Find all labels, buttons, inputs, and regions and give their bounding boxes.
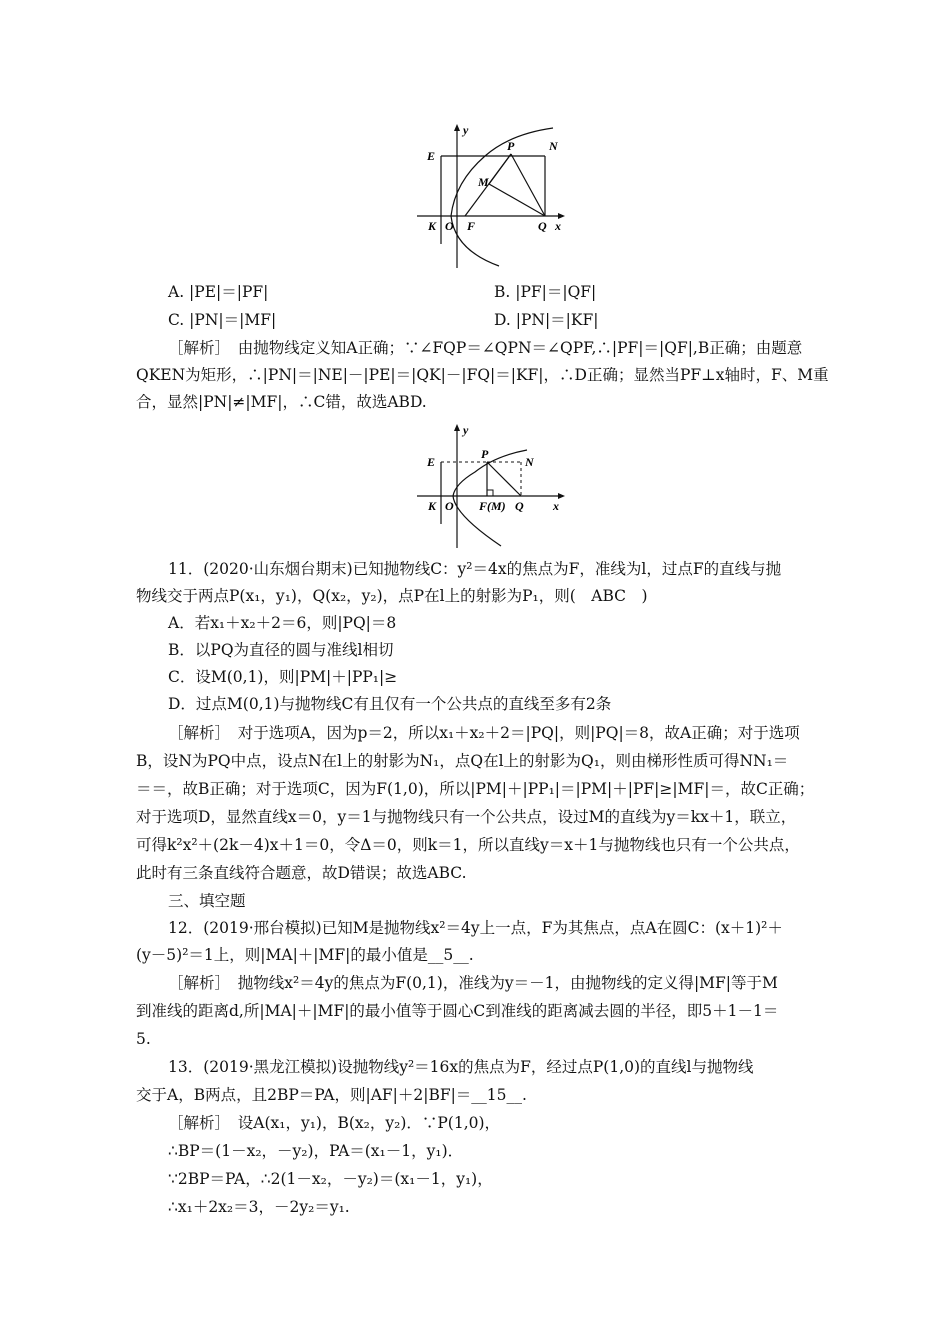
q11-analysis-line: ＝＝，故B正确；对于选项C，因为F(1,0)，所以|PM|＋|PP₁|＝|PM|＋|PF|≥|MF|＝，故C正确； xyxy=(136,780,815,798)
q11-option: C．设M(0,1)，则|PM|＋|PP₁|≥ xyxy=(168,668,398,686)
label-E: E xyxy=(427,455,436,469)
section-heading: 三、填空题 xyxy=(168,892,246,910)
q11-analysis-line: 可得k²x²＋(2k－4)x＋1＝0，令Δ＝0，则k＝1，所以直线y＝x＋1与抛物线也只有一个公共点， xyxy=(136,836,800,854)
line-PM xyxy=(489,154,511,184)
label-FM: F(M) xyxy=(479,499,506,513)
label-x: x xyxy=(553,499,559,513)
label-y: y xyxy=(463,423,469,437)
q11-stem-line: 物线交于两点P(x₁，y₁)，Q(x₂，y₂)，点P在l上的射影为P₁，则( ABC ) xyxy=(136,587,648,605)
label-y: y xyxy=(463,123,469,137)
q13-analysis-line: ［解析］ 设A(x₁，y₁)，B(x₂，y₂)．∵P(1,0)， xyxy=(168,1114,501,1132)
q11-option: B．以PQ为直径的圆与准线l相切 xyxy=(168,641,394,659)
right-angle-mark xyxy=(487,490,493,496)
q11-analysis-line: ［解析］ 对于选项A，因为p＝2，所以x₁＋x₂＋2＝|PQ|，则|PQ|＝8，故A正确；对于选项 xyxy=(168,724,800,742)
label-P: P xyxy=(507,139,515,153)
q11-option: D．过点M(0,1)与抛物线C有且仅有一个公共点的直线至多有2条 xyxy=(168,695,612,713)
label-O: O xyxy=(445,499,454,513)
option-c: C. |PN|＝|MF| xyxy=(168,311,277,329)
y-axis-arrow xyxy=(454,424,460,431)
q13-stem-line: 13．(2019·黑龙江模拟)设抛物线y²＝16x的焦点为F，经过点P(1,0)的直线l与抛物线 xyxy=(168,1058,754,1076)
x-axis-arrow xyxy=(558,493,565,499)
label-Q: Q xyxy=(538,219,547,233)
q11-analysis-line: 对于选项D，显然直线x＝0，y＝1与抛物线只有一个公共点，设过M的直线为y＝kx＋1，联立， xyxy=(136,808,797,826)
q11-stem-line: 11．(2020·山东烟台期末)已知抛物线C：y²＝4x的焦点为F，准线为l，过点F的直线与抛 xyxy=(168,560,782,578)
line-PQ xyxy=(487,462,521,496)
label-P: P xyxy=(481,447,489,461)
label-K: K xyxy=(428,499,437,513)
option-d: D. |PN|＝|KF| xyxy=(494,311,599,329)
q11-analysis-line: 此时有三条直线符合题意，故D错误；故选ABC. xyxy=(136,864,467,882)
label-E: E xyxy=(427,149,436,163)
q13-analysis-line: ∴x₁＋2x₂＝3，－2y₂＝y₁. xyxy=(168,1198,350,1216)
q12-analysis-line: 5. xyxy=(136,1030,151,1048)
label-N: N xyxy=(525,455,534,469)
parabola xyxy=(451,128,553,266)
figure-parabola-rectangle xyxy=(415,120,575,270)
label-M: M xyxy=(478,175,489,189)
q12-stem-line: (y－5)²＝1上，则|MA|＋|MF|的最小值是__5__. xyxy=(136,946,474,964)
q13-stem-line: 交于A，B两点，且2BP＝PA，则|AF|＋2|BF|＝__15__. xyxy=(136,1086,527,1104)
label-x: x xyxy=(555,219,561,233)
label-K: K xyxy=(428,219,437,233)
label-F: F xyxy=(467,219,476,233)
q12-analysis-line: 到准线的距离d,所|MA|＋|MF|的最小值等于圆心C到准线的距离减去圆的半径，即5＋1－1＝ xyxy=(136,1002,779,1020)
q13-analysis-line: ∴BP＝(1－x₂，－y₂)，PA＝(x₁－1，y₁)． xyxy=(168,1142,464,1160)
q10-analysis-line: QKEN为矩形，∴|PN|＝|NE|－|PE|＝|QK|－|FQ|＝|KF|，∴D正确；显然当PF⊥x轴时，F、M重 xyxy=(136,366,829,384)
q11-analysis-line: B，设N为PQ中点，设点N在l上的射影为N₁，点Q在l上的射影为Q₁，则由梯形性质可得NN₁＝ xyxy=(136,752,789,770)
label-Q: Q xyxy=(515,499,524,513)
q11-option: A．若x₁＋x₂＋2＝6，则|PQ|＝8 xyxy=(168,614,397,632)
label-N: N xyxy=(549,139,558,153)
q13-analysis-line: ∵2BP＝PA，∴2(1－x₂，－y₂)＝(x₁－1，y₁)， xyxy=(168,1170,493,1188)
q10-analysis-line: 合，显然|PN|≠|MF|，∴C错，故选ABD. xyxy=(136,393,427,411)
option-b: B. |PF|＝|QF| xyxy=(494,283,597,301)
y-axis-arrow xyxy=(454,124,460,131)
q10-analysis-line: ［解析］ 由抛物线定义知A正确；∵∠FQP＝∠QPN＝∠QPF,∴|PF|＝|QF|,B正确；由题意 xyxy=(168,339,803,357)
label-O: O xyxy=(445,219,454,233)
q12-stem-line: 12．(2019·邢台模拟)已知M是抛物线x²＝4y上一点，F为其焦点，点A在圆C：(x＋1)²＋ xyxy=(168,919,783,937)
q12-analysis-line: ［解析］ 抛物线x²＝4y的焦点为F(0,1)，准线为y＝－1，由抛物线的定义得|MF|等于M xyxy=(168,974,778,992)
option-a: A. |PE|＝|PF| xyxy=(168,283,269,301)
figure-parabola-special-case xyxy=(415,420,575,550)
